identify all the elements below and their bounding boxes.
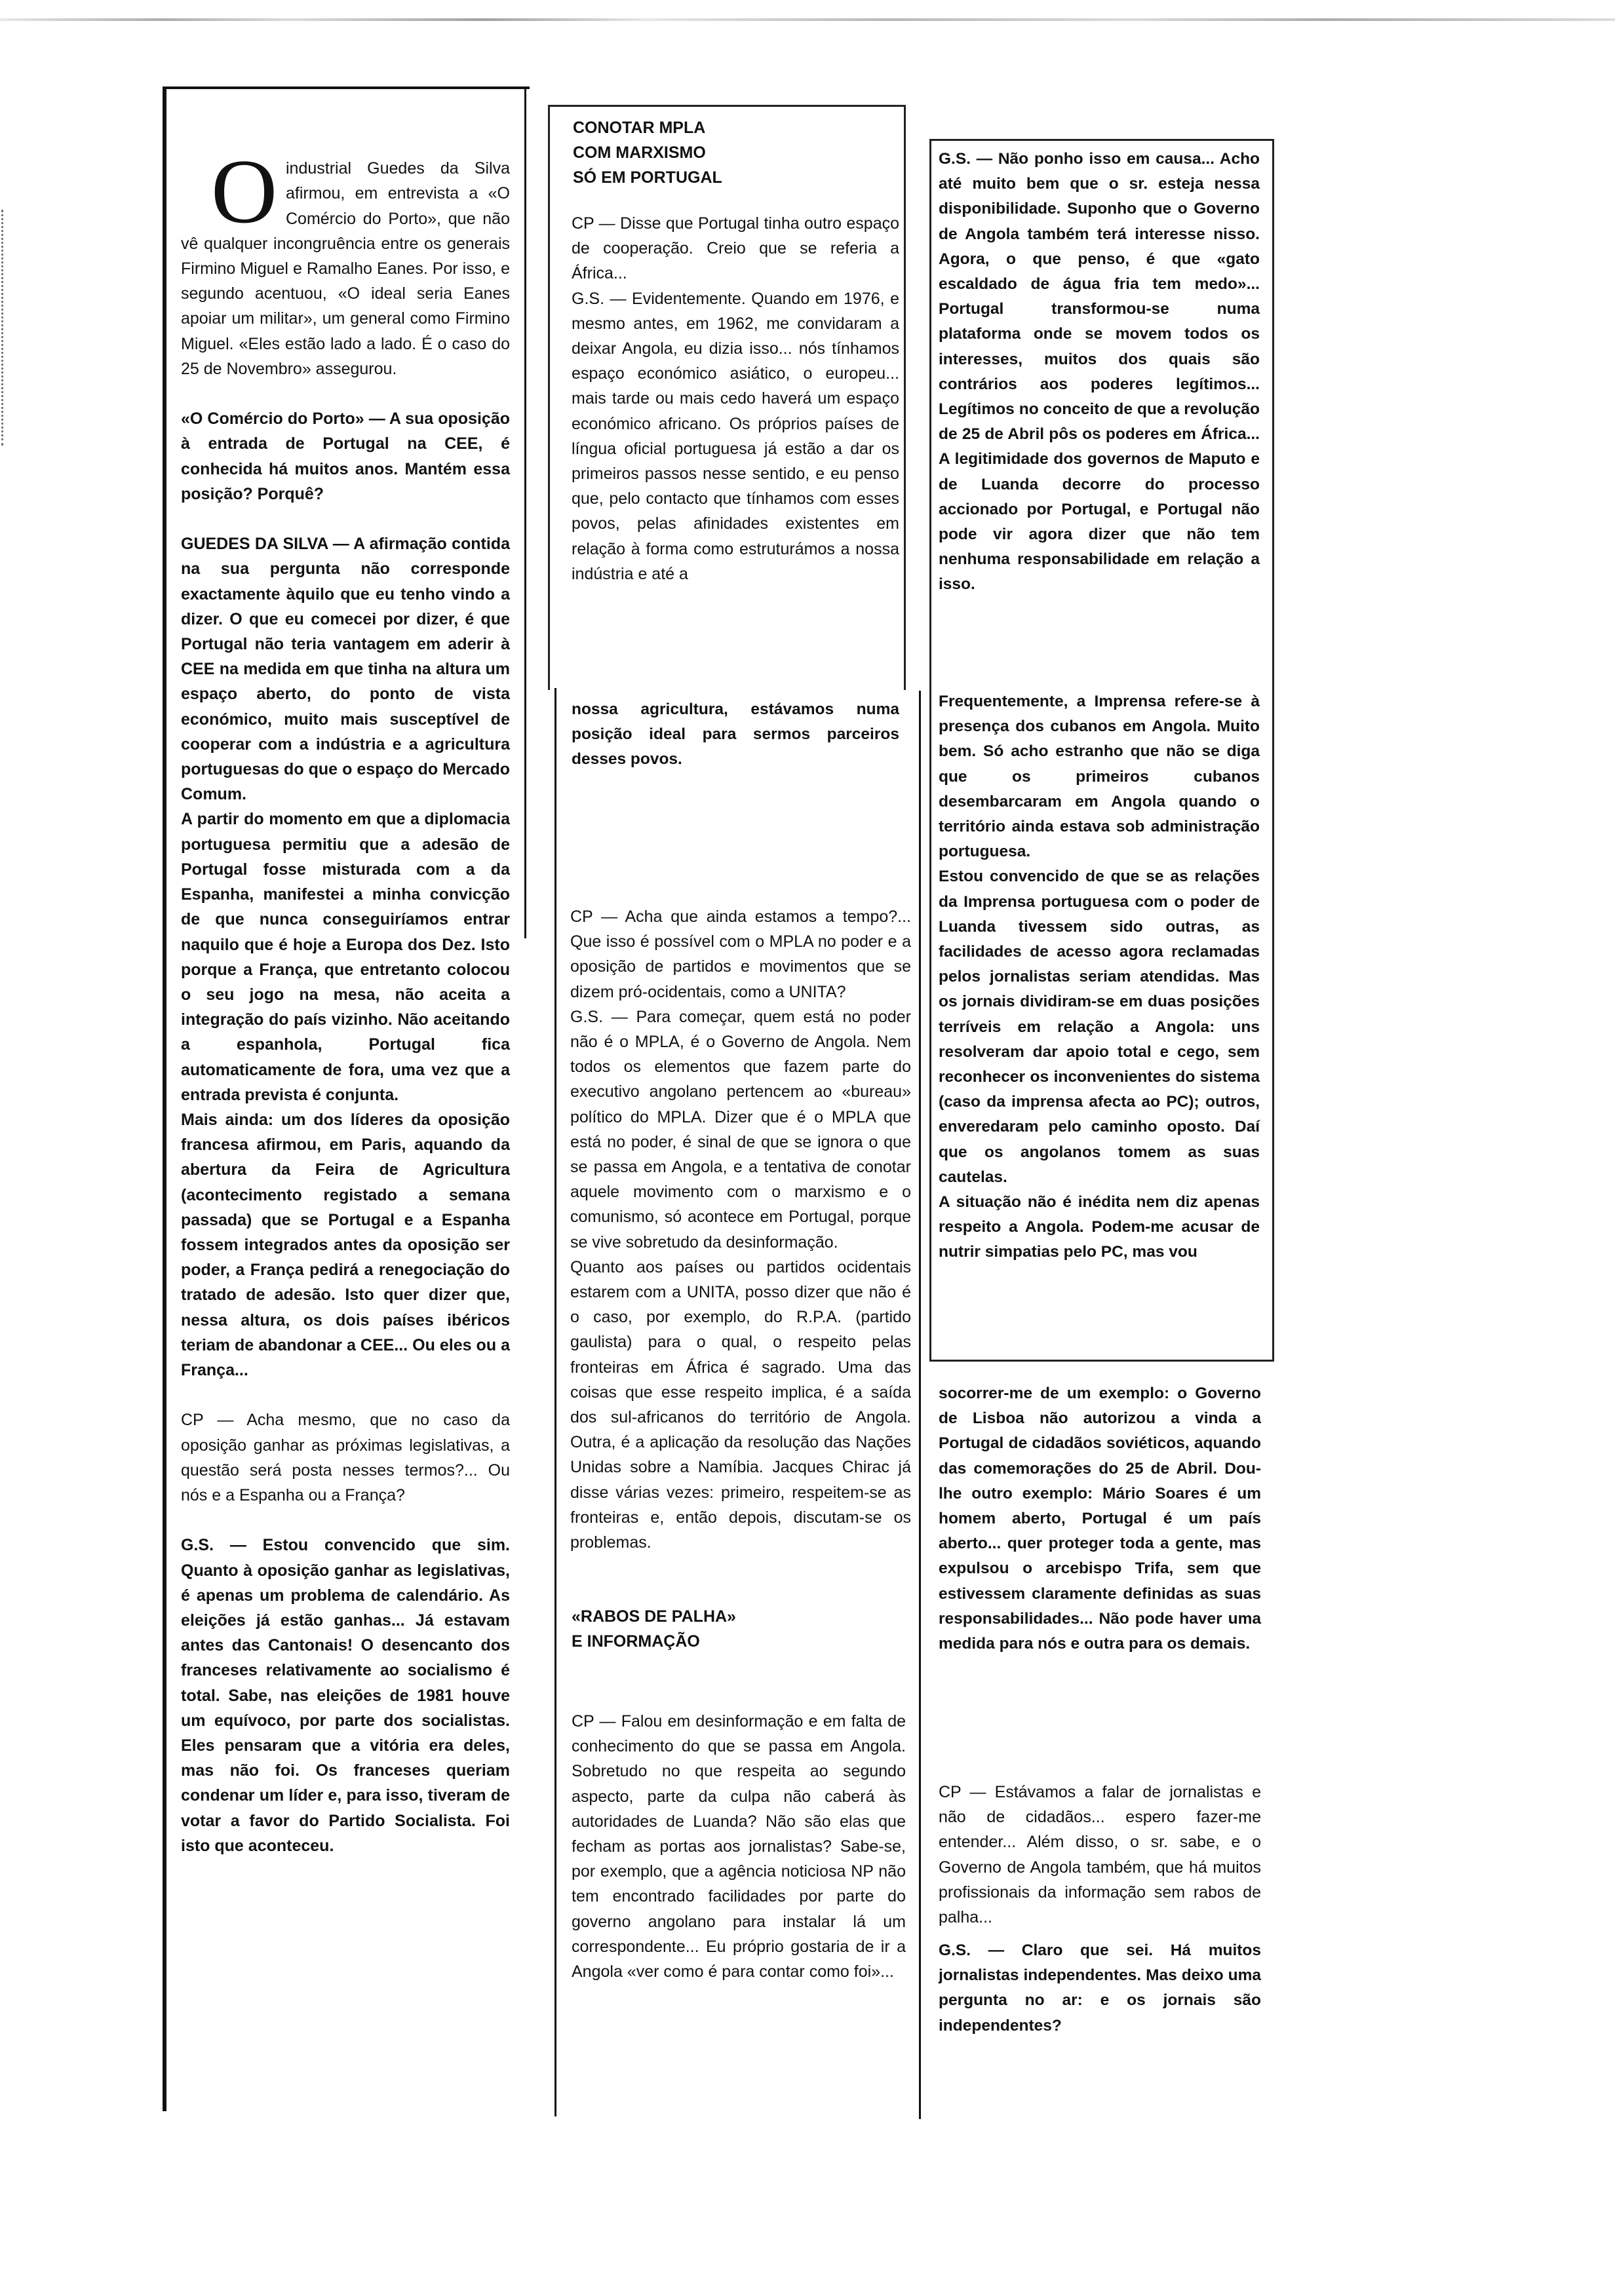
article-column-3-part-a: G.S. — Não ponho isso em causa... Acho até muito bem que o sr. esteja nessa disponibilidade. Suponho que o Governo de Angola também terá interesse nisso. Agora, o que penso, é que «gato escaldado de água fria tem medo»... Portugal transformou-se numa plataforma onde se movem todos os interesses, muitos dos quais são contrários aos poderes legítimos... Legítimos no conceito de que a revolução de 25 de Abril pôs os poderes em África... A legitimidade dos governos de Maputo e de Luanda decorre do processo accionado por Portugal, e Portugal não pode vir agora dizer que não tem nenhuma responsabilidade em relação a isso. (939, 150, 1260, 594)
article-column-2-part-b: nossa agricultura, estávamos numa posição ideal para sermos parceiros desses povos. (572, 700, 899, 769)
answer-legislativas: G.S. — Estou convencido que sim. Quanto à oposição ganhar as legislativas, é apenas um problema de calendário. As eleições já estão ganhas... Já estavam antes das Cantonais! O desencanto dos franceses relativamente ao socialismo é total. Sabe, nas eleições de 1981 houve um equívoco, por parte dos socialistas. Eles pensaram que a vitória era deles, mas não foi. Os franceses queriam condenar um líder e, para isso, tiveram de votar a favor do Partido Socialista. Foi isto que aconteceu. (181, 1536, 510, 1855)
column2-mid-rule-right (919, 691, 921, 2119)
article-column-2-part-a: CP — Disse que Portugal tinha outro espaço de cooperação. Creio que se referia a África... G.S. — Evidentemente. Quando em 1976, e mesmo antes, em 1962, me convidaram a deixar Angola, eu dizia isso... nós tínhamos espaço económico asiático, o europeu... mais tarde ou mais cedo haverá um espaço económico africano. Os próprios países de língua oficial portuguesa já estão a dar os primeiros passos nesse sentido, e eu penso que, pelo contacto que tínhamos com esses povos, pelas afinidades existentes em relação à forma como estruturámos a nossa indústria e até a (572, 214, 899, 583)
column1-left-rule (163, 86, 166, 2111)
column2-mid-rule-left (555, 688, 556, 2116)
article-column-3-part-e: G.S. — Claro que sei. Há muitos jornalistas independentes. Mas deixo uma pergunta no ar: e os jornais são independentes? (939, 1942, 1261, 2035)
scan-left-edge-marks (1, 210, 12, 446)
article-column-3-part-c: socorrer-me de um exemplo: o Governo de Lisboa não autorizou a vinda a Portugal de cidadãos soviéticos, aquando das comemorações do 25 de Abril. Dou-lhe outro exemplo: Mário Soares é um homem aberto, Portugal é um país aberto... quer proteger toda a gente, mas expulsou o arcebispo Trifa, sem que estivessem claramente definidas as suas responsabilidades... Não pode haver uma medida para nós e outra para os demais. (939, 1385, 1261, 1653)
subheading-rabos-de-palha: «RABOS DE PALHA» E INFORMAÇÃO (572, 1607, 736, 1651)
article-column-1 (181, 131, 510, 1883)
article-column-3-part-d: CP — Estávamos a falar de jornalistas e não de cidadãos... espero fazer-me entender... Além disso, o sr. sabe, e o Governo de Angola também, que há muitos profissionais da informação sem rabos de palha... (939, 1783, 1261, 1927)
question-cee: «O Comércio do Porto» — A sua oposição à entrada de Portugal na CEE, é conhecida há muitos anos. Mantém essa posição? Porquê? (181, 410, 510, 503)
scan-top-edge (0, 18, 1615, 21)
column1-top-rule (163, 86, 530, 89)
subheading-conotar-mpla: CONOTAR MPLA COM MARXISMO SÓ EM PORTUGAL (573, 119, 722, 187)
drop-cap: O (211, 141, 278, 243)
answer-cee: GUEDES DA SILVA — A afirmação contida na sua pergunta não corresponde exactamente àquilo que eu tenho vindo a dizer. O que eu comecei por dizer, é que Portugal não teria vantagem em aderir à CEE na medida em que tinha na altura um espaço aberto, do ponto de vista económico, muito mais susceptível de cooperar com a indústria e a agricultura portuguesas do que o espaço do Mercado Comum. A partir do momento em que a diplomacia portuguesa permitiu que a adesão de Portugal fosse misturada com a da Espanha, manifestei a minha convicção de que nunca conseguiríamos entrar naquilo que é hoje a Europa dos Dez. Isto porque a França, que entretanto colocou o seu jogo na mesa, não aceita a integração do país vizinho. Não aceitando a espanhola, Portugal fica automaticamente de fora, uma vez que a entrada prevista é conjunta. Mais ainda: um dos líderes da oposição francesa afirmou, em Paris, aquando da abertura da Feira de Agricultura (acontecimento registado a semana passada) que se Portugal e a Espanha fossem integrados antes da oposição ser poder, a França pedirá a renegociação do tratado de adesão. Isto quer dizer que, nessa altura, os dois países ibéricos teriam de abandonar a CEE... Ou eles ou a França... (181, 535, 510, 1379)
question-legislativas: CP — Acha mesmo, que no caso da oposição ganhar as próximas legislativas, a questão será posta nesses termos?... Ou nós e a Espanha ou a França? (181, 1411, 510, 1504)
article-column-2-part-c: CP — Acha que ainda estamos a tempo?... Que isso é possível com o MPLA no poder e a oposição de partidos e movimentos que se dizem pró-ocidentais, como a UNITA? G.S. — Para começar, quem está no poder não é o MPLA, é o Governo de Angola. Nem todos os elementos que fazem parte do executivo angolano pertencem ao «bureau» político do MPLA. Dizer que é o MPLA que está no poder, é sinal de que se ignora o que se passa em Angola, e a tentativa de conotar aquele movimento com o marxismo e o comunismo, só acontece em Portugal, porque se vive sobretudo da desinformação. Quanto aos países ou partidos ocidentais estarem com a UNITA, posso dizer que não é o caso, por exemplo, do R.P.A. (partido gaulista) para o qual, o respeito pelas fronteiras em África é sagrado. Uma das coisas que esse respeito implica, é a saída dos sul-africanos do território de Angola. Outra, é a aplicação da resolução das Nações Unidas sobre a Namíbia. Jacques Chirac já disse várias vezes: primeiro, respeitem-se as fronteiras e, então depois, discutam-se os problemas. (570, 908, 911, 1552)
article-column-2-part-d: CP — Falou em desinformação e em falta de conhecimento do que se passa em Angola. Sobretudo no que respeita ao segundo aspecto, parte da culpa não caberá às autoridades de Luanda? Não são elas que fecham as portas aos jornalistas? Sabe-se, por exemplo, que a agência noticiosa NP não tem encontrado facilidades por parte do governo angolano para instalar lá um correspondente... Eu próprio gostaria de ir a Angola «ver como é para contar como foi»... (572, 1712, 906, 1981)
article-column-3-part-b: Frequentemente, a Imprensa refere-se à presença dos cubanos em Angola. Muito bem. Só acho estranho que não se diga que os primeiros cubanos desembarcaram em Angola quando o território ainda estava sob administração portuguesa. Estou convencido de que se as relações da Imprensa portuguesa com o poder de Luanda tivessem sido outras, as facilidades de acesso agora reclamadas pelos jornalistas seriam atendidas. Mas os jornais dividiram-se em duas posições terríveis em relação a Angola: uns resolveram dar apoio total e cego, sem reconhecer os inconvenientes do sistema (caso da imprensa afecta ao PC); outros, enveredaram pelo caminho oposto. Daí que os angolanos tomem as suas cautelas. A situação não é inédita nem diz apenas respeito a Angola. Podem-me acusar de nutrir simpatias pelo PC, mas vou (939, 693, 1260, 1261)
column1-right-rule (524, 86, 526, 938)
intro-paragraph: industrial Guedes da Silva afirmou, em entrevista a «O Comércio do Porto», que não vê qualquer incongruência entre os generais Firmino Miguel e Ramalho Eanes. Por isso, e segundo acentuou, «O ideal seria Eanes apoiar um militar», um general como Firmino Miguel. «Eles estão lado a lado. É o caso do 25 de Novembro» assegurou. (181, 159, 510, 378)
